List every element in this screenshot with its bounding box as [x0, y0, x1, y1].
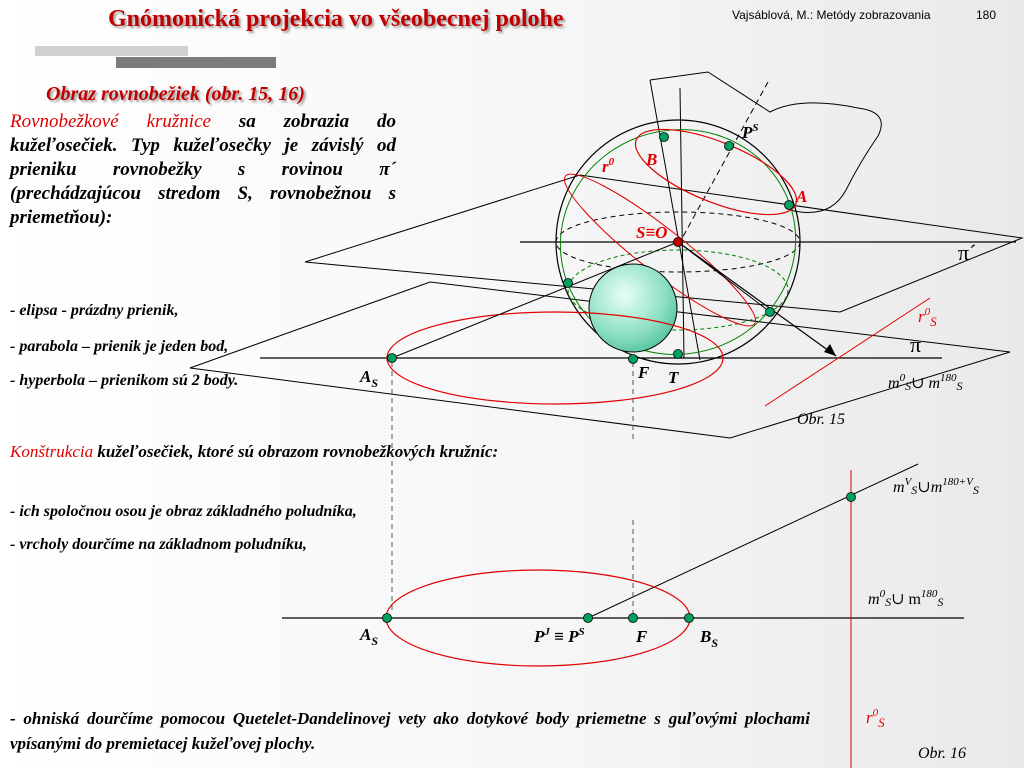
label-as-fig16: $A_S$ [360, 625, 379, 648]
red-parallel-r0 [625, 112, 807, 232]
case-hyperbola: - hyperbola – prienikom sú 2 body. [10, 372, 239, 389]
point-as-fig16 [383, 614, 392, 623]
point-pj-fig16 [584, 614, 593, 623]
intro-text: sa zobrazia do kužeľosečiek. Typ kužeľosečky je závislý od prieniku rovnobežky s rovinou π´ (prechádzajúcou stredom S, rovnobežnou s priemetňou): [10, 111, 396, 228]
point-a [785, 201, 794, 210]
label-pi: π [910, 332, 922, 357]
section-subtitle: Obraz rovnobežiek (obr. 15, 16) [46, 83, 305, 105]
author-note: Vajsáblová, M.: Metódy zobrazovania [732, 8, 931, 22]
axis-dashed [680, 82, 768, 242]
cone-surface-outline [650, 72, 881, 213]
label-m0-m180: $m^0_S\cup$ $m^{180}_S$ [888, 372, 963, 393]
point-t [674, 350, 683, 359]
cone-axis-line [680, 88, 684, 358]
caption-fig16: Obr. 16 [918, 745, 967, 762]
construction-lead: Konštrukcia [10, 442, 94, 461]
label-r0s: $r^0_S$ [918, 306, 937, 329]
point-b-top [660, 133, 669, 142]
label-t: T [668, 368, 679, 387]
label-pj-ps: $P^J \equiv P^S$ [534, 626, 585, 646]
inscribed-sphere [589, 264, 677, 352]
label-s-o: S≡O [636, 223, 668, 242]
label-mv: $m^V_S\cup m^{180+V}_S$ [893, 476, 979, 497]
label-f-fig16: F [636, 627, 648, 646]
construction-text: kužeľosečiek, ktoré sú obrazom rovnobežkových kružníc: [93, 442, 499, 461]
point-f [629, 355, 638, 364]
label-m0: $m^0_S\cup$ $m^{180}_S$ [868, 588, 944, 609]
case-ellipse: - elipsa - prázdny prienik, [10, 302, 179, 319]
point-ps [725, 142, 734, 151]
point-f-fig16 [629, 614, 638, 623]
page-number: 180 [976, 8, 997, 22]
figure-15 [190, 72, 1022, 610]
intro-lead: Rovnobežkové kružnice [10, 111, 211, 132]
point-bs-fig16 [685, 614, 694, 623]
caption-fig15: Obr. 15 [797, 411, 846, 428]
label-ps: $P^S$ [742, 122, 759, 142]
construction-item-axis: - ich spoločnou osou je obraz základného poludníka, [10, 503, 357, 520]
label-r0s-fig16: $r^0_S$ [866, 707, 885, 730]
label-b: B [646, 150, 658, 169]
label-pi-prime: π´ [958, 240, 977, 265]
label-bs: $B_S$ [700, 627, 719, 650]
construction-item-vertices: - vrcholy dourčíme na základnom poludníku, [10, 536, 307, 553]
label-r0: $r^0$ [602, 156, 615, 176]
point-left [564, 279, 573, 288]
footer-paragraph: - ohniská dourčíme pomocou Quetelet-Dandelinovej vety ako dotykové body priemetne s guľovými plochami vpísanými do premietacej kužeľovej plochy. [10, 709, 810, 753]
arrow-head [824, 344, 836, 356]
label-a: A [796, 187, 808, 206]
point-s-o [674, 238, 683, 247]
figure-16 [282, 464, 979, 768]
case-parabola: - parabola – prienik je jeden bod, [10, 338, 229, 355]
label-f: F [638, 363, 650, 382]
point-right [766, 308, 775, 317]
point-as [388, 354, 397, 363]
point-mv-fig16 [847, 493, 856, 502]
page-title: Gnómonická projekcia vo všeobecnej polohe [108, 6, 564, 32]
label-as: $A_S$ [360, 367, 379, 390]
